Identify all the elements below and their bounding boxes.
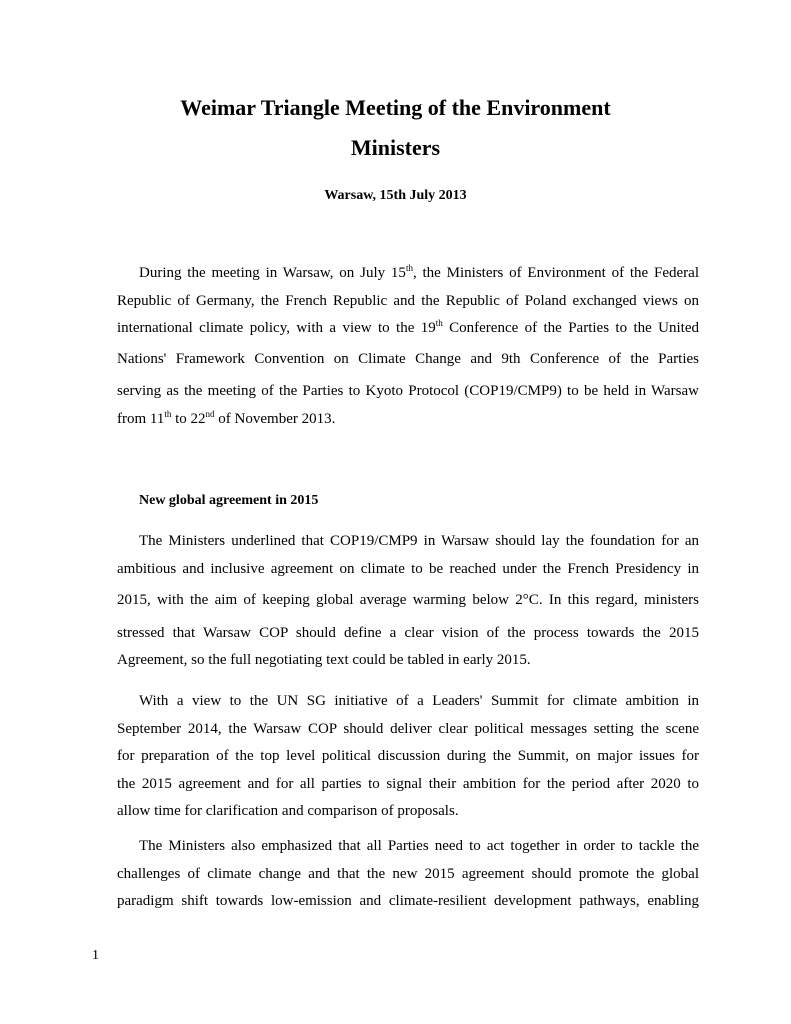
page-number: 1 [92,948,99,963]
paragraph-line: Agreement, so the full negotiating text could be tabled in early 2015. [117,652,531,668]
dateline: Warsaw, 15th July 2013 [324,188,467,203]
intro-line: serving as the meeting of the Parties to Kyoto Protocol (COP19/CMP9) to be held in Warsaw [117,383,699,399]
paragraph-line: stressed that Warsaw COP should define a clear vision of the process towards the 2015 [117,624,699,641]
document-title-line-2: Ministers [350,135,441,160]
paragraph-line: September 2014, the Warsaw COP should deliver clear political messages setting the scene [117,720,699,737]
paragraph-line: The Ministers underlined that COP19/CMP9 in Warsaw should lay the foundation for an [139,533,699,549]
paragraph-line: paradigm shift towards low-emission and climate-resilient development pathways, enabling [117,893,699,909]
intro-line: Nations' Framework Convention on Climate Change and 9th Conference of the Parties [117,350,699,367]
paragraph-3 [117,833,699,916]
paragraph-line: the 2015 agreement and for all parties to signal their ambition for the period after 2020 to [117,775,699,792]
paragraph-line: ambitious and inclusive agreement on climate to be reached under the French Presidency in [117,560,699,577]
paragraph-line: for preparation of the top level political discussion during the Summit, on major issues for [117,748,699,764]
intro-paragraph [117,260,699,433]
paragraph-line: With a view to the UN SG initiative of a Leaders' Summit for climate ambition in [139,693,699,709]
intro-line: international climate policy, with a view to the 19th Conference of the Parties to the United [117,318,699,336]
intro-line: from 11th to 22nd of November 2013. [117,408,336,427]
paragraph-line: 2015, with the aim of keeping global average warming below 2°C. In this regard, ministers [117,592,699,608]
paragraph-line: allow time for clarification and comparison of proposals. [117,803,459,819]
paragraph-line: challenges of climate change and that the new 2015 agreement should promote the global [117,865,699,882]
paragraph-1 [117,528,699,675]
paragraph-2 [117,688,699,826]
intro-line: Republic of Germany, the French Republic and the Republic of Poland exchanged views on [117,292,699,309]
document-title-line-1: Weimar Triangle Meeting of the Environment [180,95,611,120]
intro-line: During the meeting in Warsaw, on July 15th, the Ministers of Environment of the Federal [139,263,699,281]
paragraph-line: The Ministers also emphasized that all Parties need to act together in order to tackle the [139,838,699,854]
section-heading: New global agreement in 2015 [139,493,319,508]
